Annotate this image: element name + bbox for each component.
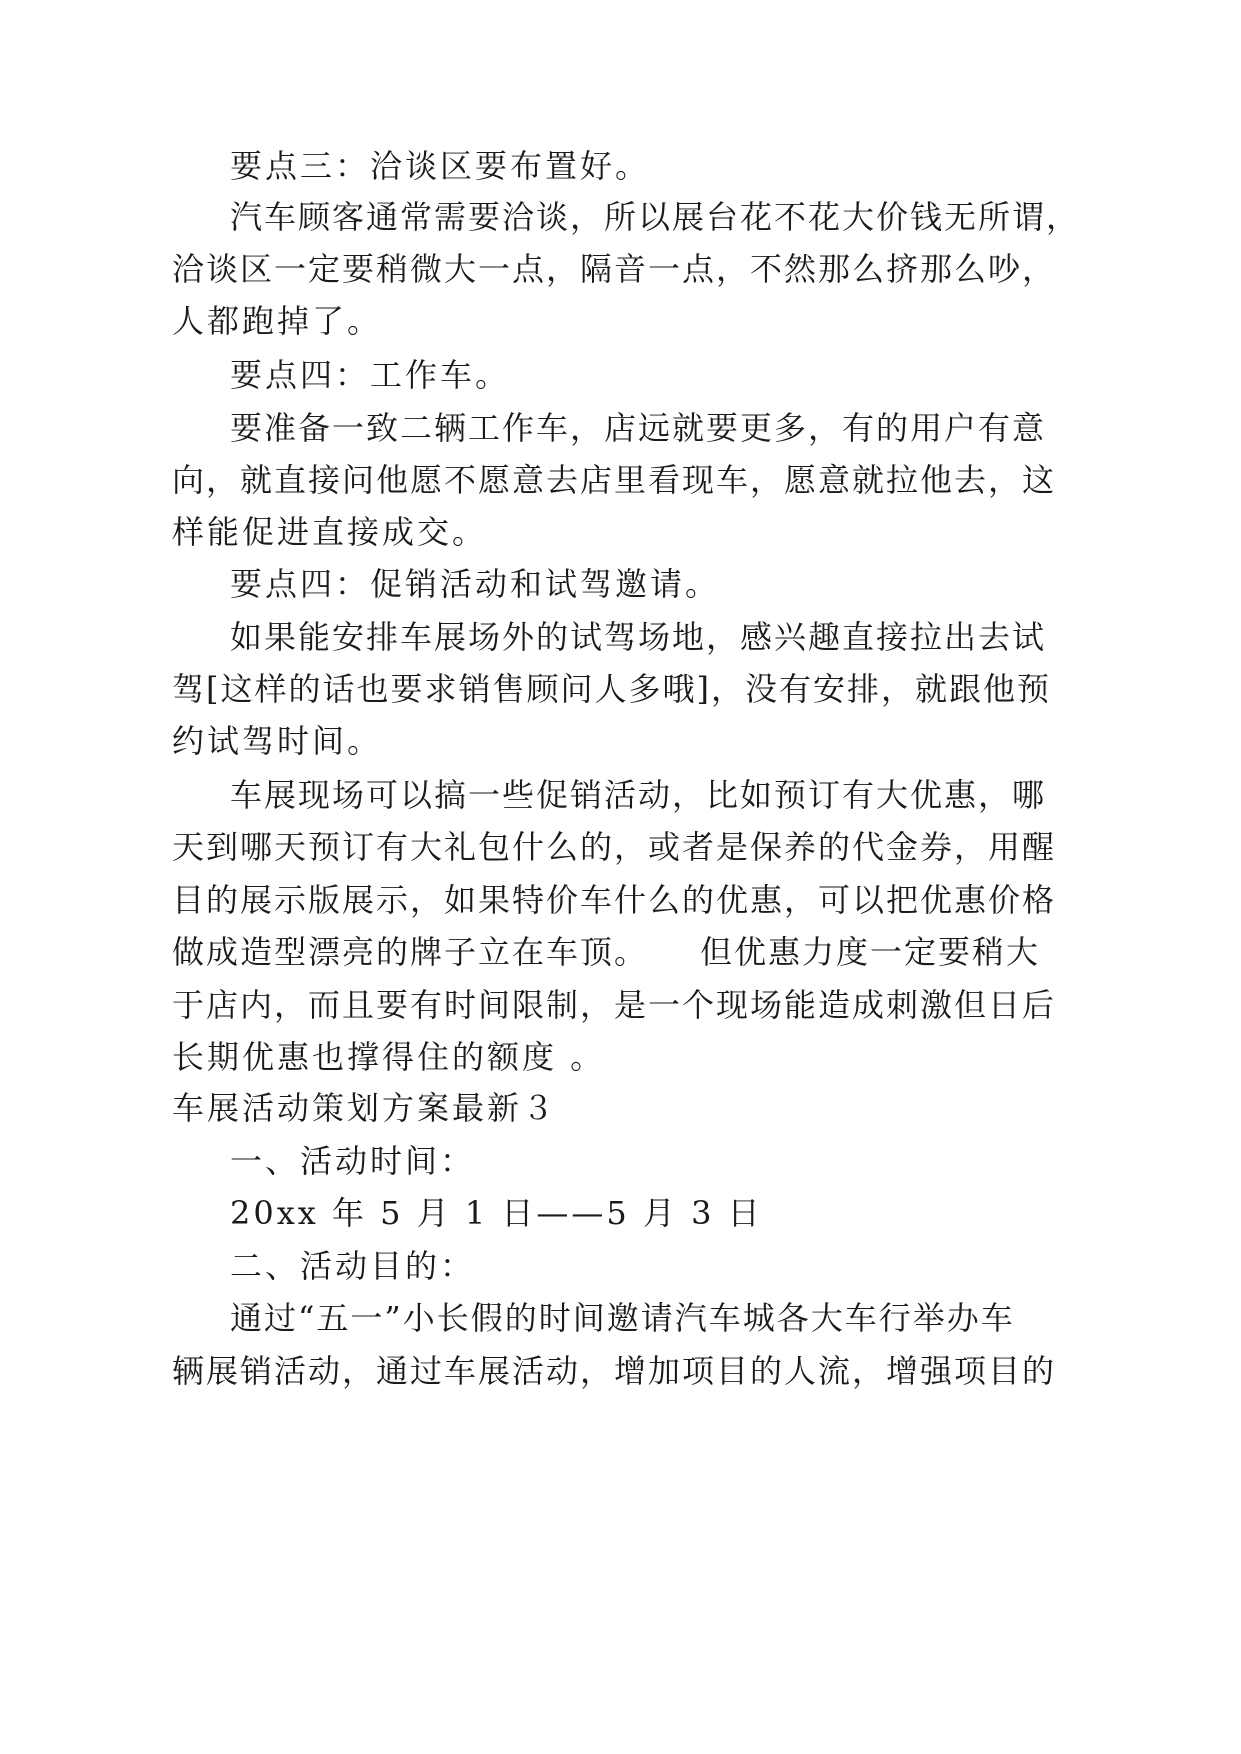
paragraph-line: 向，就直接问他愿不愿意去店里看现车，愿意就拉他去，这 <box>172 461 1057 499</box>
paragraph-line: 样能促进直接成交。 <box>172 513 488 551</box>
paragraph-line: 要准备一致二辆工作车，店远就要更多，有的用户有意 <box>230 409 1047 447</box>
heading-point-three: 要点三：洽谈区要布置好。 <box>230 147 651 185</box>
paragraph-line: 车展现场可以搞一些促销活动，比如预订有大优惠，哪 <box>230 776 1047 814</box>
paragraph-line: 辆展销活动，通过车展活动，增加项目的人流，增强项目的 <box>172 1352 1057 1390</box>
paragraph-line: 汽车顾客通常需要洽谈，所以展台花不花大价钱无所谓， <box>230 198 1081 236</box>
paragraph-line: 约试驾时间。 <box>172 722 383 760</box>
heading-point-four-promo: 要点四：促销活动和试驾邀请。 <box>230 565 721 603</box>
heading-activity-time: 一、活动时间： <box>230 1142 476 1180</box>
paragraph-line: 通过“五一”小长假的时间邀请汽车城各大车行举办车 <box>230 1299 1015 1337</box>
paragraph-line: 天到哪天预订有大礼包什么的，或者是保养的代金券，用醒 <box>172 828 1057 866</box>
paragraph-line: 人都跑掉了。 <box>172 302 383 340</box>
heading-activity-purpose: 二、活动目的： <box>230 1247 476 1285</box>
paragraph-line: 如果能安排车展场外的试驾场地，感兴趣直接拉出去试 <box>230 618 1047 656</box>
paragraph-line: 于店内，而且要有时间限制，是一个现场能造成刺激但日后 <box>172 986 1057 1024</box>
paragraph-line: 驾[这样的话也要求销售顾问人多哦]，没有安排，就跟他预 <box>172 670 1051 708</box>
paragraph-line: 长期优惠也撑得住的额度 。 <box>172 1038 606 1076</box>
activity-date-range: 20xx 年 5 月 1 日——5 月 3 日 <box>230 1194 763 1232</box>
paragraph-line: 做成造型漂亮的牌子立在车顶。 但优惠力度一定要稍大 <box>172 933 1041 971</box>
paragraph-line: 洽谈区一定要稍微大一点，隔音一点，不然那么挤那么吵， <box>172 250 1057 288</box>
section-title: 车展活动策划方案最新３ <box>172 1089 558 1127</box>
heading-point-four-car: 要点四：工作车。 <box>230 356 511 394</box>
paragraph-line: 目的展示版展示，如果特价车什么的优惠，可以把优惠价格 <box>172 881 1057 919</box>
